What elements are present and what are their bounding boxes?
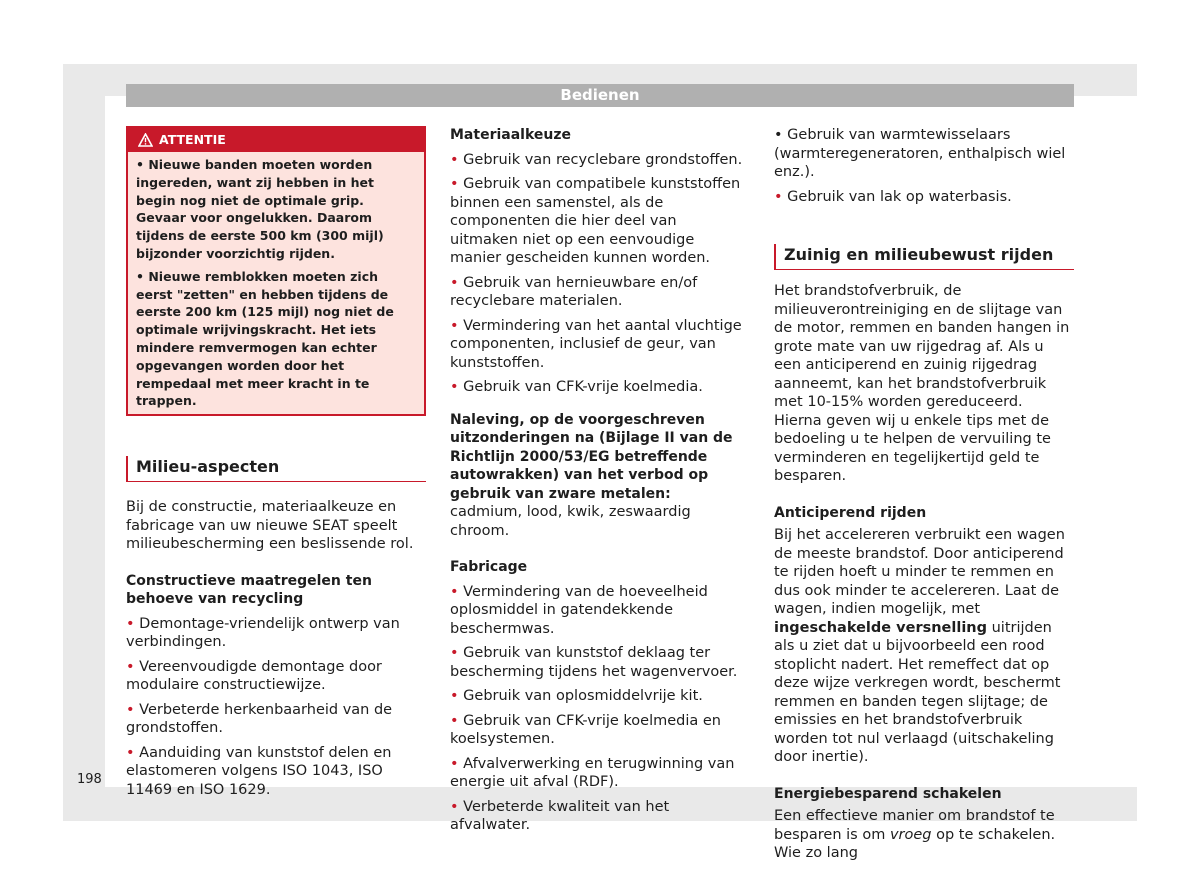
list-item: • Gebruik van hernieuwbare en/of recyclebare materialen. xyxy=(450,274,698,309)
bullet-icon: • xyxy=(450,755,464,772)
bullet-icon: • xyxy=(450,151,464,168)
list-item: • Demontage-vriendelijk ontwerp van verbindingen. xyxy=(126,615,400,651)
paragraph-schakelen: Een effectieve manier om brandstof te besparen is om vroeg op te schakelen. Wie zo lang xyxy=(774,808,1056,861)
warning-header xyxy=(128,128,424,152)
bullet-icon: • xyxy=(450,645,464,661)
column-2 xyxy=(450,126,746,835)
list-item: • Gebruik van lak op waterbasis. xyxy=(774,188,1012,205)
bullet-icon: • xyxy=(450,712,464,729)
list-item: • Verbeterde herkenbaarheid van de grondstoffen. xyxy=(126,701,393,737)
bullet-icon: • xyxy=(450,379,464,395)
bullet-icon: • xyxy=(450,798,464,815)
warning-body xyxy=(128,152,424,414)
list-item: • Vermindering van het aantal vluchtige componenten, inclusief de geur, van kunststoffen. xyxy=(450,317,742,371)
bullet-icon: • xyxy=(774,127,788,143)
list-item: • Vereenvoudigde demontage door modulaire constructiewijze. xyxy=(126,658,382,694)
warning-title: ATTENTIE xyxy=(159,132,226,147)
bullet-icon: • xyxy=(126,658,140,675)
list-item: • Verbeterde kwaliteit van het afvalwater. xyxy=(450,798,670,833)
list-item: • Gebruik van warmtewisselaars (warmteregeneratoren, enthalpisch wiel enz.). xyxy=(774,127,1066,180)
paragraph-intro: Het brandstofverbruik, de milieuverontreiniging en de slijtage van de motor, remmen en banden hangen in grote mate van uw rijgedrag af. Als u een anticiperend en zuinig rijgedrag aanneemt, kan het brandstofverbruik met 10-15% worden gereduceerd. Hierna geven wij u enkele tips met de bedoeling u te helpen de vervuiling te verminderen en tegelijkertijd geld te besparen. xyxy=(774,283,1070,484)
warning-triangle-icon xyxy=(138,133,153,147)
list-item: • Gebruik van kunststof deklaag ter bescherming tijdens het wagenvervoer. xyxy=(450,645,738,680)
subheading-recycling: Constructieve maatregelen ten behoeve van recycling xyxy=(126,572,372,608)
warning-box xyxy=(126,126,426,416)
paragraph-intro: Bij de constructie, materiaalkeuze en fabricage van uw nieuwe SEAT speelt milieubescherming een beslissende rol. xyxy=(126,499,414,553)
section-title-milieu: Milieu-aspecten xyxy=(126,456,426,482)
chapter-header: Bedienen xyxy=(126,84,1074,107)
list-item: • Afvalverwerking en terugwinning van energie uit afval (RDF). xyxy=(450,755,735,790)
paragraph-anticiperend: Bij het accelereren verbruikt een wagen de meeste brandstof. Door anticiperend te rijden hoeft u minder te remmen en dus ook minder te accelereren. Laat de wagen, indien mogelijk, met ingeschakelde versnelling uitrijden als u ziet dat u bijvoorbeeld een rood stoplicht nadert. Het remeffect dat op deze wijze verkregen wordt, beschermt remmen en banden tegen slijtage; de emissies en het brandstofverbruik worden tot nul verlaagd (uitschakeling door inertie). xyxy=(774,527,1065,765)
bullet-icon: • xyxy=(450,688,464,704)
subheading-anticiperend: Anticiperend rijden xyxy=(774,504,927,521)
warning-item: • Nieuwe remblokken moeten zich eerst "zetten" en hebben tijdens de eerste 200 km (125 mijl) nog niet de optimale wrijvingskracht. Het iets mindere remvermogen kan echter opgevangen worden door het rempedaal met meer kracht in te trappen. xyxy=(136,268,394,409)
bullet-icon: • xyxy=(774,188,788,205)
column-1 xyxy=(126,126,426,799)
bullet-icon: • xyxy=(450,176,464,192)
list-item: • Vermindering van de hoeveelheid oplosmiddel in gatendekkende beschermwas. xyxy=(450,583,708,637)
section-title-zuinig: Zuinig en milieubewust rijden xyxy=(774,244,1074,270)
bullet-icon: • xyxy=(450,583,464,600)
bullet-icon: • xyxy=(126,744,140,761)
column-3 xyxy=(774,126,1074,863)
subheading-schakelen: Energiebesparend schakelen xyxy=(774,785,1002,802)
bullet-icon: • xyxy=(450,274,464,291)
list-item: • Gebruik van recyclebare grondstoffen. xyxy=(450,151,743,168)
subheading-materiaalkeuze: Materiaalkeuze xyxy=(450,127,572,143)
warning-item: • Nieuwe banden moeten worden ingereden, want zij hebben in het begin nog niet de optimale grip. Gevaar voor ongelukken. Daarom tijdens de eerste 500 km (300 mijl) bijzonder voorzichtig rijden. xyxy=(136,157,384,261)
list-item: • Gebruik van CFK-vrije koelmedia. xyxy=(450,379,703,395)
bullet-icon: • xyxy=(126,615,140,632)
bullet-icon: • xyxy=(450,317,464,334)
paragraph-heavy-metals: Naleving, op de voorgeschreven uitzonderingen na (Bijlage II van de Richtlijn 2000/53/EG betreffende autowrakken) van het verbod op gebruik van zware metalen: cadmium, lood, kwik, zeswaardig chroom. xyxy=(450,411,733,539)
list-item: • Gebruik van CFK-vrije koelmedia en koelsystemen. xyxy=(450,712,721,747)
list-item: • Gebruik van compatibele kunststoffen binnen een samenstel, als de componenten die hier deel van uitmaken niet op een eenvoudige manier gescheiden kunnen worden. xyxy=(450,176,741,266)
list-item: • Gebruik van oplosmiddelvrije kit. xyxy=(450,688,703,704)
subheading-fabricage: Fabricage xyxy=(450,559,528,575)
page-number: 198 xyxy=(77,772,102,787)
bullet-icon: • xyxy=(126,701,140,718)
list-item: • Aanduiding van kunststof delen en elastomeren volgens ISO 1043, ISO 11469 en ISO 1629. xyxy=(126,744,392,798)
